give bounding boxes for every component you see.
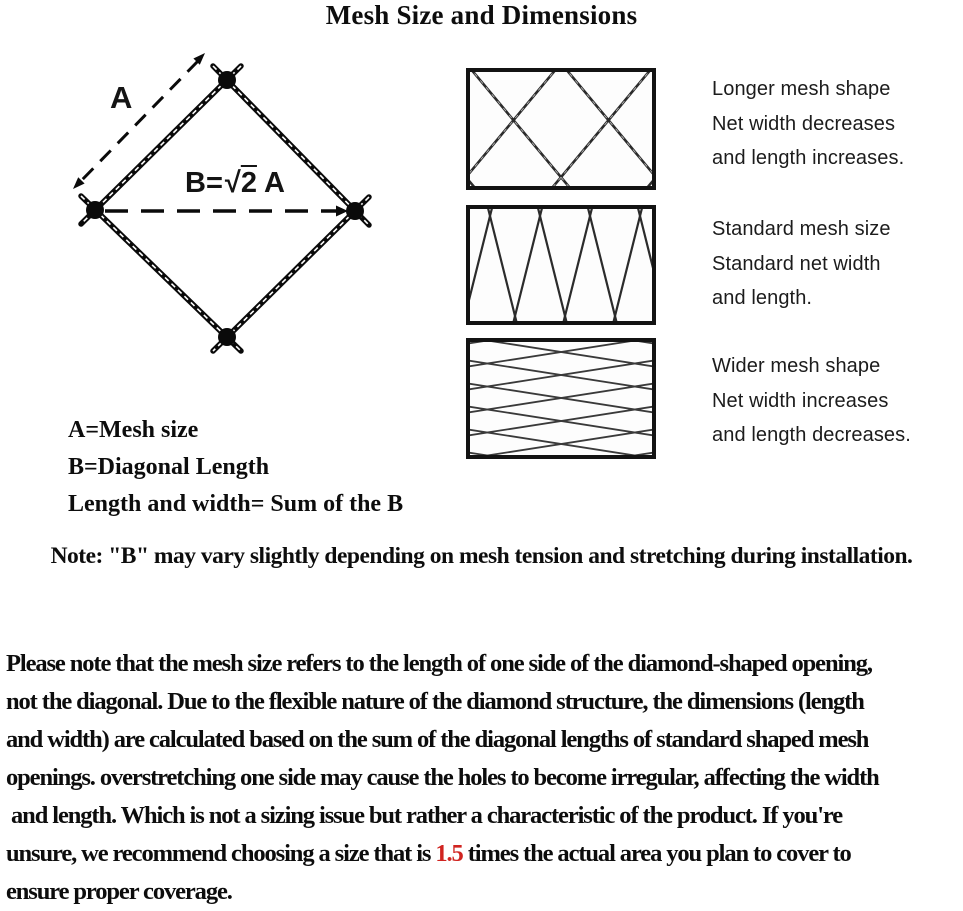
- longer-mesh-caption: [712, 72, 962, 176]
- formula-suffix: A: [263, 167, 285, 199]
- paragraph-line-highlighted: [6, 835, 962, 873]
- caption-line: Wider mesh shape: [712, 355, 881, 377]
- paragraph-segment: unsure, we recommend choosing a size that is: [6, 840, 436, 867]
- caption-line: Net width increases: [712, 389, 889, 412]
- ratio-highlight: 1.5: [435, 840, 463, 867]
- mesh-side-label-a: A: [110, 80, 133, 115]
- paragraph-line: and length. Which is not a sizing issue but rather a characteristic of the product. If you're: [6, 802, 843, 829]
- sizing-explanation-paragraph: [6, 645, 962, 911]
- longer-mesh-pattern-image: [466, 68, 656, 190]
- formula-radicand: 2: [240, 167, 257, 199]
- formula-prefix: B=: [185, 167, 223, 199]
- paragraph-line: ensure proper coverage.: [6, 878, 232, 905]
- wider-mesh-pattern-image: [466, 338, 656, 459]
- legend-line-sum: Length and width= Sum of the B: [68, 491, 404, 517]
- caption-line: and length increases.: [712, 147, 905, 169]
- paragraph-line: Please note that the mesh size refers to the length of one side of the diamond-shaped opening,: [6, 650, 872, 677]
- diagonal-formula: [185, 167, 285, 200]
- standard-mesh-pattern-image: [466, 205, 656, 325]
- paragraph-line: and width) are calculated based on the sum of the diagonal lengths of standard shaped mesh: [6, 726, 869, 753]
- diagonal-arrow-b: [105, 206, 348, 217]
- sqrt-radical-sign: √: [224, 167, 241, 199]
- caption-line: and length.: [712, 287, 813, 309]
- caption-line: Net width decreases: [712, 112, 896, 135]
- page-title: Mesh Size and Dimensions: [325, 0, 638, 30]
- caption-line: Standard mesh size: [712, 218, 891, 240]
- paragraph-line: openings. overstretching one side may cause the holes to become irregular, affecting the width: [6, 764, 879, 791]
- paragraph-segment: times the actual area you plan to cover to: [462, 840, 851, 867]
- standard-mesh-caption: [712, 212, 962, 316]
- dimension-legend: [68, 412, 403, 523]
- legend-line-b: B=Diagonal Length: [68, 454, 270, 480]
- caption-line: Longer mesh shape: [712, 78, 891, 100]
- tension-note: Note: "B" may vary slightly depending on mesh tension and stretching during installation.: [50, 543, 913, 569]
- legend-line-a: A=Mesh size: [68, 417, 199, 443]
- caption-line: Standard net width: [712, 252, 881, 275]
- wider-mesh-caption: [712, 349, 962, 453]
- caption-line: and length decreases.: [712, 424, 911, 446]
- paragraph-line: not the diagonal. Due to the flexible nature of the diamond structure, the dimensions (length: [6, 688, 864, 715]
